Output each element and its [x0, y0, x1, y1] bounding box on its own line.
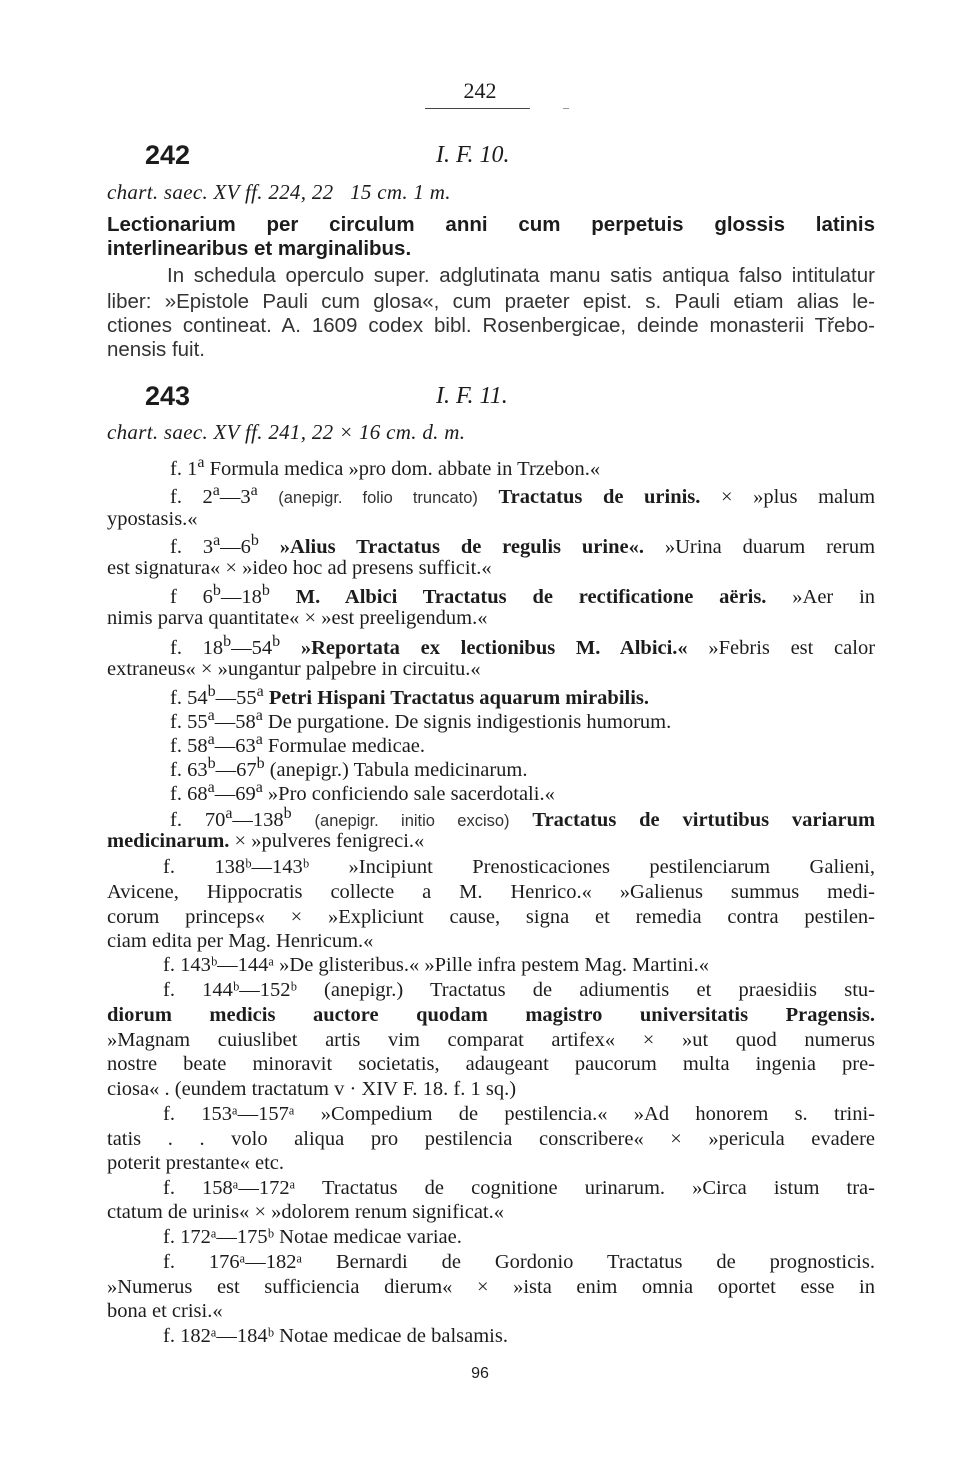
folio-end: 138 [252, 808, 284, 831]
folio-end: 3 [240, 485, 251, 508]
folio-start: 68 [187, 782, 208, 805]
entry-title-242-line2: interlinearibus et marginalibus. [107, 237, 412, 260]
content-item-f153-line1: f. 153ᵃ—157ᵃ »Compedium de pestilencia.« »Ad honorem s. trini- [163, 1103, 875, 1125]
item-text: Formulae medicae. [267, 734, 426, 757]
content-item-f58 [170, 731, 425, 758]
content-item-f2-cont: ypostasis.« [107, 508, 198, 530]
folio-dash: — [220, 535, 241, 558]
folio-end: 55 [236, 686, 257, 709]
folio-dash: — [232, 808, 253, 831]
folio-dash: — [214, 710, 236, 733]
folio-dash: — [214, 734, 236, 757]
note-anepigr: (anepigr. initio exciso) [314, 811, 510, 830]
item-text: De purgatione. De signis indigestionis humorum. [267, 710, 672, 733]
folio-label: f. [170, 808, 182, 831]
content-item-f70 [170, 805, 875, 832]
folio-side: b [283, 805, 292, 822]
description-242-line3: ctiones contineat. A. 1609 codex bibl. Rosenbergicae, deinde monasterii Třebo- [107, 314, 875, 337]
folio-start: 1 [187, 457, 198, 480]
content-item-f63 [170, 755, 527, 782]
folio-dash: — [219, 485, 241, 508]
folio-label: f [170, 585, 177, 608]
folio-label: f. [170, 485, 182, 508]
folio-start: 63 [187, 758, 208, 781]
folio-start: 54 [187, 686, 208, 709]
content-item-f54 [170, 683, 649, 710]
item-text: Formula medica »pro dom. abbate in Trzebon.« [209, 457, 601, 480]
item-title: Petri Hispani Tractatus aquarum mirabilis. [268, 686, 650, 709]
item-title: »Alius Tractatus de regulis urine«. [279, 535, 644, 558]
content-item-f70-cont [107, 830, 424, 853]
folio-side: b [250, 532, 259, 549]
folio-label: f. [170, 457, 182, 480]
content-item-f18 [170, 633, 875, 660]
header-mark [563, 108, 569, 109]
content-item-f144-line5: ciosa« . (eundem tractatum v · XIV F. 18. f. 1 sq.) [107, 1078, 517, 1100]
content-item-f1 [170, 454, 600, 481]
note-anepigr: (anepigr. folio truncato) [278, 488, 478, 507]
content-item-f138-line2: Avicene, Hippocratis collecte a M. Henrico.« »Galienus summus medi- [107, 881, 875, 903]
item-incipit: »Febris est calor [708, 636, 876, 659]
content-item-f68 [170, 779, 555, 806]
folio-side: a [225, 805, 233, 822]
shelfmark-243: I. F. 11. [436, 383, 508, 409]
folio-label: f. [170, 686, 182, 709]
folio-end: 18 [241, 585, 262, 608]
folio-end: 63 [235, 734, 256, 757]
folio-end: 69 [235, 782, 256, 805]
folio-side: b [212, 582, 221, 599]
header-rule [425, 108, 530, 109]
folio-side: b [223, 633, 232, 650]
folio-label: f. [170, 782, 182, 805]
folio-side: b [261, 582, 270, 599]
folio-dash: — [214, 782, 236, 805]
content-item-f172: f. 172ᵃ—175ᵇ Notae medicae variae. [163, 1226, 462, 1248]
folio-side: a [197, 454, 205, 471]
content-item-f2 [170, 482, 875, 509]
content-item-f144-line3: »Magnam cuiuslibet artis vim comparat artifex« × »ut quod numerus [107, 1029, 875, 1051]
content-item-f176-line3: bona et crisi.« [107, 1300, 223, 1322]
item-title-cont: medicinarum. [107, 830, 230, 852]
folio-label: f. [170, 535, 182, 558]
content-item-f138-line1: f. 138ᵇ—143ᵇ »Incipiunt Prenosticaciones pestilenciarum Galieni, [163, 856, 875, 878]
folio-start: 70 [204, 808, 226, 831]
description-242-line2: liber: »Epistole Pauli cum glosa«, cum praeter epist. s. Pauli etiam alias le- [107, 290, 875, 313]
description-242-line4: nensis fuit. [107, 338, 205, 361]
folio-dash: — [215, 686, 237, 709]
folio-dash: — [220, 585, 242, 608]
shelfmark-242: I. F. 10. [436, 142, 510, 168]
content-item-f55 [170, 707, 671, 734]
folio-label: f. [170, 636, 182, 659]
folio-side: b [256, 755, 265, 772]
folio-label: f. [170, 710, 182, 733]
folio-side: b [207, 755, 216, 772]
item-text: (anepigr.) Tabula medicinarum. [269, 758, 528, 781]
folio-side: a [207, 779, 215, 796]
folio-side: a [255, 707, 263, 724]
item-text: × »plus malum [720, 485, 876, 508]
folio-side: a [212, 482, 220, 499]
item-title: »Reportata ex lectionibus M. Albici.« [300, 636, 688, 659]
content-item-f158-line1: f. 158ᵃ—172ᵃ Tractatus de cognitione urinarum. »Circa istum tra- [163, 1177, 875, 1199]
content-item-f138-line3: corum princeps« × »Expliciunt cause, signa et remedia contra pestilen- [107, 906, 875, 928]
folio-end: 67 [236, 758, 257, 781]
folio-side: a [213, 532, 221, 549]
physical-description-243: chart. saec. XV ff. 241, 22 × 16 cm. d. m. [107, 420, 466, 444]
entry-number-242: 242 [145, 140, 191, 170]
item-incipit: »Aer in [792, 585, 876, 608]
content-item-f144-line1: f. 144ᵇ—152ᵇ (anepigr.) Tractatus de adiumentis et praesidiis stu- [163, 979, 875, 1001]
item-title: M. Albici Tractatus de rectificatione aëris. [295, 585, 767, 608]
folio-end: 54 [251, 636, 273, 659]
folio-side: a [207, 707, 215, 724]
page-number: 96 [471, 1365, 489, 1382]
item-text: »Pro conficiendo sale sacerdotali.« [267, 782, 555, 805]
folio-side: b [207, 683, 216, 700]
content-item-f182: f. 182ᵃ—184ᵇ Notae medicae de balsamis. [163, 1325, 508, 1347]
content-item-f3 [170, 532, 875, 559]
content-item-f153-line3: poterit prestante« etc. [107, 1152, 285, 1174]
item-incipit: × »pulveres fenigreci.« [234, 830, 425, 852]
content-item-f6-cont: nimis parva quantitate« × »est preeligendum.« [107, 607, 488, 629]
folio-dash: — [231, 636, 252, 659]
item-incipit: »Urina duarum rerum [664, 535, 876, 558]
folio-start: 2 [202, 485, 213, 508]
content-item-f176-line2: »Numerus est sufficiencia dierum« × »ista enim omnia oportet esse in [107, 1276, 875, 1298]
folio-side: a [255, 779, 263, 796]
folio-side: a [255, 731, 263, 748]
content-item-f6 [170, 582, 875, 609]
content-item-f153-line2: tatis . . volo aliqua pro pestilencia conscribere« × »pericula evadere [107, 1128, 875, 1150]
running-head: 242 [463, 78, 497, 103]
content-item-f138-line4: ciam edita per Mag. Henricum.« [107, 930, 374, 952]
folio-end: 58 [235, 710, 256, 733]
content-item-f144-line4: nostre beate minoravit societatis, adaugeant paucorum multa ingenia pre- [107, 1053, 875, 1075]
folio-side: a [256, 683, 264, 700]
item-title: Tractatus de urinis. [498, 485, 701, 508]
folio-start: 18 [202, 636, 224, 659]
folio-label: f. [170, 758, 182, 781]
folio-label: f. [170, 734, 182, 757]
folio-end: 6 [240, 535, 251, 558]
entry-number-243: 243 [145, 381, 191, 411]
content-item-f176-line1: f. 176ᵃ—182ᵃ Bernardi de Gordonio Tractatus de prognosticis. [163, 1251, 875, 1273]
folio-start: 6 [202, 585, 213, 608]
folio-start: 58 [187, 734, 208, 757]
folio-side: a [250, 482, 258, 499]
description-242-line1: In schedula operculo super. adglutinata manu satis antiqua falso intitulatur [167, 264, 875, 287]
folio-dash: — [215, 758, 237, 781]
entry-title-242-line1: Lectionarium per circulum anni cum perpetuis glossis latinis [107, 213, 875, 236]
folio-start: 55 [187, 710, 208, 733]
content-item-f18-cont: extraneus« × »ungantur palpebre in circuitu.« [107, 658, 481, 680]
folio-start: 3 [202, 535, 214, 558]
physical-description-242: chart. saec. XV ff. 224, 22 15 cm. 1 m. [107, 180, 451, 204]
item-title: Tractatus de virtutibus variarum [532, 808, 876, 831]
content-item-f158-line2: ctatum de urinis« × »dolorem renum significat.« [107, 1201, 504, 1223]
folio-side: b [272, 633, 281, 650]
content-item-f143: f. 143ᵇ—144ᵃ »De glisteribus.« »Pille infra pestem Mag. Martini.« [163, 954, 710, 976]
folio-side: a [207, 731, 215, 748]
content-item-f144-line2: diorum medicis auctore quodam magistro universitatis Pragensis. [107, 1004, 875, 1026]
content-item-f3-cont: est signatura« × »ideo hoc ad presens sufficit.« [107, 557, 492, 579]
